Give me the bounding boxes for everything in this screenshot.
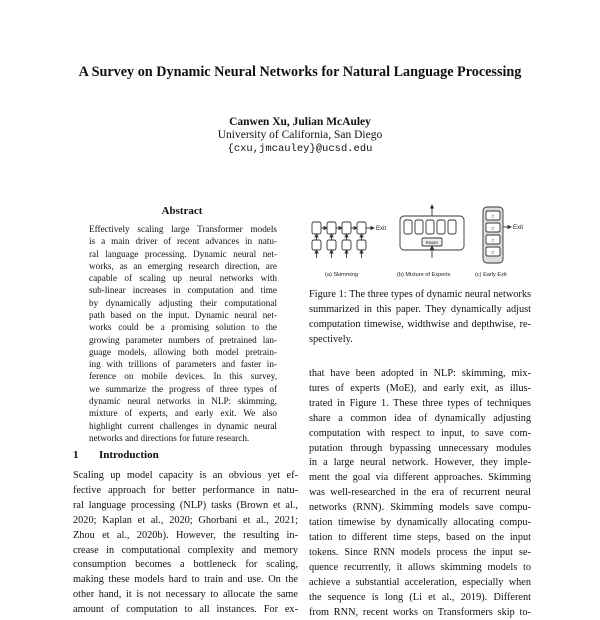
body-line: that have been adopted in NLP: skimming, mix- bbox=[309, 367, 531, 382]
layer-label: C bbox=[492, 214, 495, 219]
router-label: Router bbox=[426, 240, 439, 245]
body-line: putation through bypassing unnecessary modules bbox=[309, 442, 531, 457]
body-line: tation timewise by dynamically allocating compu- bbox=[309, 516, 531, 531]
paper-email: {cxu,jmcauley}@ucsd.edu bbox=[0, 143, 600, 155]
abstract-line: highlight current challenges in dynamic neural bbox=[89, 420, 277, 432]
panel-b-label: (b) Mixture of Experts bbox=[397, 272, 451, 278]
body-line: 2020; Kaplan et al., 2020; Ghorbani et al., 2021; bbox=[73, 514, 298, 529]
body-line: tation to different time steps, based on the input bbox=[309, 531, 531, 546]
body-line: ment the goal via different approaches. Skimming bbox=[309, 471, 531, 486]
paper-affiliation: University of California, San Diego bbox=[0, 129, 600, 141]
caption-line: Figure 1: The three types of dynamic neural networks bbox=[309, 288, 531, 303]
section-title: Introduction bbox=[99, 449, 159, 461]
section-number: 1 bbox=[73, 449, 99, 461]
skimming-exit-label: Exit bbox=[376, 226, 386, 232]
body-line: share a common idea of dynamically adjusting bbox=[309, 412, 531, 427]
body-line: ral language processing (NLP) tasks (Brown et al., bbox=[73, 499, 298, 514]
abstract-line: growing parameter numbers of pretrained lan- bbox=[89, 334, 277, 346]
body-line: achieve a substantial acceleration, especially when bbox=[309, 576, 531, 591]
caption-line: spectively. bbox=[309, 333, 531, 348]
section-heading bbox=[73, 449, 159, 461]
layer-label: C bbox=[492, 250, 495, 255]
body-line: quence recurrently, it allows skimming models to bbox=[309, 561, 531, 576]
body-line: from RNN, recent works on Transformers skip to- bbox=[309, 606, 531, 620]
body-line: Scaling up model capacity is an obvious yet ef- bbox=[73, 469, 298, 484]
body-line: crease in computational complexity and memory bbox=[73, 544, 298, 559]
paper-title: A Survey on Dynamic Neural Networks for Natural Language Processing bbox=[0, 64, 600, 81]
figure-1 bbox=[309, 202, 531, 284]
abstract-line: ference on mobile devices. In this survey, bbox=[89, 370, 277, 382]
body-line: the sequence is long (Li et al., 2019). Different bbox=[309, 591, 531, 606]
body-line: consumption becomes a bottleneck for scaling, bbox=[73, 558, 298, 573]
early-exit-diagram bbox=[483, 207, 511, 263]
abstract-line: path based on the input. Dynamic neural net- bbox=[89, 309, 277, 321]
body-line: was well-researched in the era of recurrent neural bbox=[309, 486, 531, 501]
abstract-line: is a main driver of recent advances in natu- bbox=[89, 235, 277, 247]
abstract-line: sub-linear increases in computation and time bbox=[89, 284, 277, 296]
early-exit-label: Exit bbox=[513, 225, 523, 231]
skimming-diagram bbox=[312, 222, 374, 258]
panel-c-label: (c) Early Exit bbox=[475, 272, 507, 278]
abstract-line: ral language processing. Dynamic neural net- bbox=[89, 248, 277, 260]
figure-1-diagram bbox=[309, 202, 531, 284]
figure-1-caption bbox=[309, 288, 531, 348]
abstract-line: guage models, allowing both model pretrain- bbox=[89, 346, 277, 358]
caption-line: computation timewise, widthwise and depthwise, re- bbox=[309, 318, 531, 333]
body-line: computation with respect to input, to save com- bbox=[309, 427, 531, 442]
abstract-line: by dynamically adjusting their computational bbox=[89, 297, 277, 309]
abstract-line: works, as an emerging research direction, are bbox=[89, 260, 277, 272]
body-line: amount of computation to all instances. For ex- bbox=[73, 603, 298, 618]
body-line: tokens. Since RNN models process the input se- bbox=[309, 546, 531, 561]
abstract-line: we summarize the progress of three types of bbox=[89, 383, 277, 395]
abstract-line: works could be a promising solution to the bbox=[89, 321, 277, 333]
abstract-body bbox=[89, 223, 277, 444]
body-line: making these models hard to train and use. On the bbox=[73, 573, 298, 588]
abstract-line: networks and directions for future research. bbox=[89, 432, 277, 444]
abstract-heading: Abstract bbox=[73, 205, 291, 217]
layer-label: C bbox=[492, 238, 495, 243]
abstract-line: mixture of experts, and early exit. We also bbox=[89, 407, 277, 419]
abstract-line: capable of scaling up neural networks with bbox=[89, 272, 277, 284]
caption-line: summarized in this paper. They dynamically adjust bbox=[309, 303, 531, 318]
abstract-line: Effectively scaling large Transformer models bbox=[89, 223, 277, 235]
body-line: tures of experts (MoE), and early exit, as illus- bbox=[309, 382, 531, 397]
body-line: in a large neural network. However, they imple- bbox=[309, 456, 531, 471]
body-line: trated in Figure 1. These three types of techniques bbox=[309, 397, 531, 412]
abstract-line: dynamic neural networks in NLP: skimming, bbox=[89, 395, 277, 407]
panel-a-label: (a) Skimming bbox=[325, 272, 358, 278]
layer-label: C bbox=[492, 226, 495, 231]
body-line: Zhou et al., 2020b). However, the resulting in- bbox=[73, 529, 298, 544]
moe-diagram bbox=[400, 205, 464, 258]
paper-authors: Canwen Xu, Julian McAuley bbox=[0, 116, 600, 128]
right-column-body bbox=[309, 367, 531, 620]
body-line: networks (RNN). Skimming models save compu- bbox=[309, 501, 531, 516]
body-line: other hand, it is not necessary to allocate the same bbox=[73, 588, 298, 603]
abstract-line: ing with trillions of parameters and faster in- bbox=[89, 358, 277, 370]
introduction-body bbox=[73, 469, 298, 618]
body-line: fective approach for better performance in natu- bbox=[73, 484, 298, 499]
